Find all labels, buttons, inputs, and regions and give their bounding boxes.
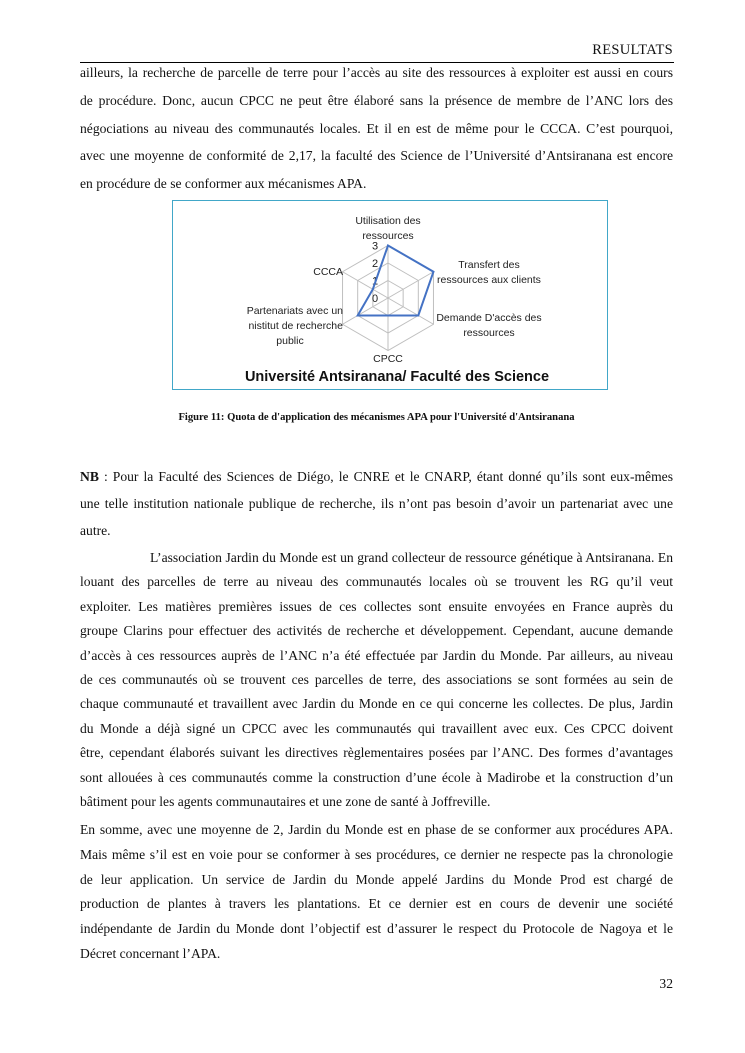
nb-text: : Pour la Faculté des Sciences de Diégo, le CNRE et le CNARP, étant donné qu’ils sont eux-mêmes: [98, 469, 673, 484]
tick-label: 0: [371, 293, 379, 305]
data-point: [357, 315, 359, 317]
data-point: [433, 271, 435, 273]
text-line: exploiter. Les matières premières issues de ces collectes sont ensuite envoyées en France auprès du: [80, 598, 673, 614]
data-point: [387, 245, 389, 247]
text-line: de ces communautés où se trouvent ces parcelles de terre, des associations se sont formées au sein de: [80, 672, 673, 688]
figure-caption: Figure 11: Quota de d'application des mécanismes APA pour l'Université d'Antsiranana: [178, 412, 575, 423]
paragraph-3: [80, 818, 673, 967]
axis-label: ressources aux clients: [437, 274, 541, 286]
axis-label: Transfert des: [458, 259, 520, 271]
tick-label: 2: [371, 258, 379, 270]
nb-paragraph: [80, 463, 673, 544]
text-line: d’accès à ces ressources auprès de l’ANC n’a été effectuée par Jardin du Monde. Par ailleurs, au niveau: [80, 647, 673, 663]
axis-label: CPCC: [373, 353, 403, 365]
text-line: L’association Jardin du Monde est un grand collecteur de ressource génétique à Antsiranana. En: [150, 550, 673, 565]
text-line: en procédure de se conformer aux mécanismes APA.: [80, 176, 367, 192]
text-line: être, cependant élaborés suivant les directives règlementaires posées par l’ANC. Des formes d’avantages: [80, 745, 673, 761]
axis-label: public: [276, 335, 304, 347]
axis-label: Demande D'accès des: [436, 312, 542, 324]
paragraph-1: [80, 59, 673, 198]
text-line: bâtiment pour les agents communautaires et une zone de santé à Joffreville.: [80, 794, 491, 810]
axis-label: Partenariats avec un: [246, 305, 343, 317]
data-point: [387, 315, 389, 317]
text-line: ailleurs, la recherche de parcelle de terre pour l’accès au site des ressources à exploiter est aussi en cours: [80, 65, 673, 80]
tick-label: 3: [371, 240, 379, 253]
radar-chart-svg: [173, 201, 607, 389]
tick-label: 1: [371, 275, 379, 288]
radar-chart: [172, 200, 608, 390]
text-line: Mais même s’il est en voie pour se conformer à ses procédures, ce dernier ne respecte pas la chronologie: [80, 846, 673, 862]
text-line: négociations au niveau des communautés locales. Et il en est de même pour le CCCA. C’est pourquoi,: [80, 120, 673, 136]
page-number: 32: [659, 976, 673, 991]
axis-label: ressources: [362, 230, 414, 242]
text-line: [80, 463, 673, 490]
text-line: de procédure. Donc, aucun CPCC ne peut être élaboré sans la présence de membre de l’ANC lors des: [80, 92, 673, 108]
text-line: sont allouées à ces communautés comme la construction d’une école à Madirobe et la construction d’un: [80, 769, 673, 785]
axis-label: nistitut de recherche: [248, 320, 343, 332]
data-point: [372, 288, 374, 290]
axis-label: CCCA: [313, 266, 343, 278]
data-point: [418, 315, 420, 317]
text-line: Décret concernant l’APA.: [80, 945, 221, 961]
text-line: chaque communauté et travaillent avec Jardin du Monde en ce qui concerne les collectes. De plus, Jardin: [80, 696, 673, 712]
chart-title: Université Antsiranana/ Faculté des Science: [244, 369, 550, 385]
text-line: autre.: [80, 523, 111, 538]
axis-label: ressources: [463, 327, 515, 339]
text-line: production de plantes à travers les plantations. Et ce dernier est en cours de devenir une société: [80, 896, 673, 912]
text-line: une telle institution nationale publique de recherche, ils n’ont pas besoin d’avoir un partenariat avec une: [80, 496, 673, 511]
text-line: louant des parcelles de terre au niveau des communautés locales où se trouvent les RG qu’il veut: [80, 574, 673, 590]
text-line: du Monde a déjà signé un CPCC avec les communautés qui travaillent avec eux. Ces CPCC doivent: [80, 720, 673, 736]
text-line: groupe Clarins pour effectuer des activités de recherche et développement. Cependant, aucune demande: [80, 623, 673, 639]
nb-label: NB: [80, 469, 99, 484]
paragraph-2: [80, 546, 673, 814]
text-line: avec une moyenne de conformité de 2,17, la faculté des Science de l’Université d’Antsiranana est encore: [80, 148, 673, 164]
text-line: indépendante de Jardin du Monde dont l’objectif est d’assurer le respect du Protocole de Nagoya et le: [80, 921, 673, 937]
axis-label: Utilisation des: [355, 215, 421, 227]
text-line: de leur application. Un service de Jardin du Monde appelé Jardins du Monde Prod est chargé de: [80, 871, 673, 887]
text-line: En somme, avec une moyenne de 2, Jardin du Monde est en phase de se conformer aux procédures APA.: [80, 822, 673, 837]
running-header: RESULTATS: [592, 42, 673, 58]
